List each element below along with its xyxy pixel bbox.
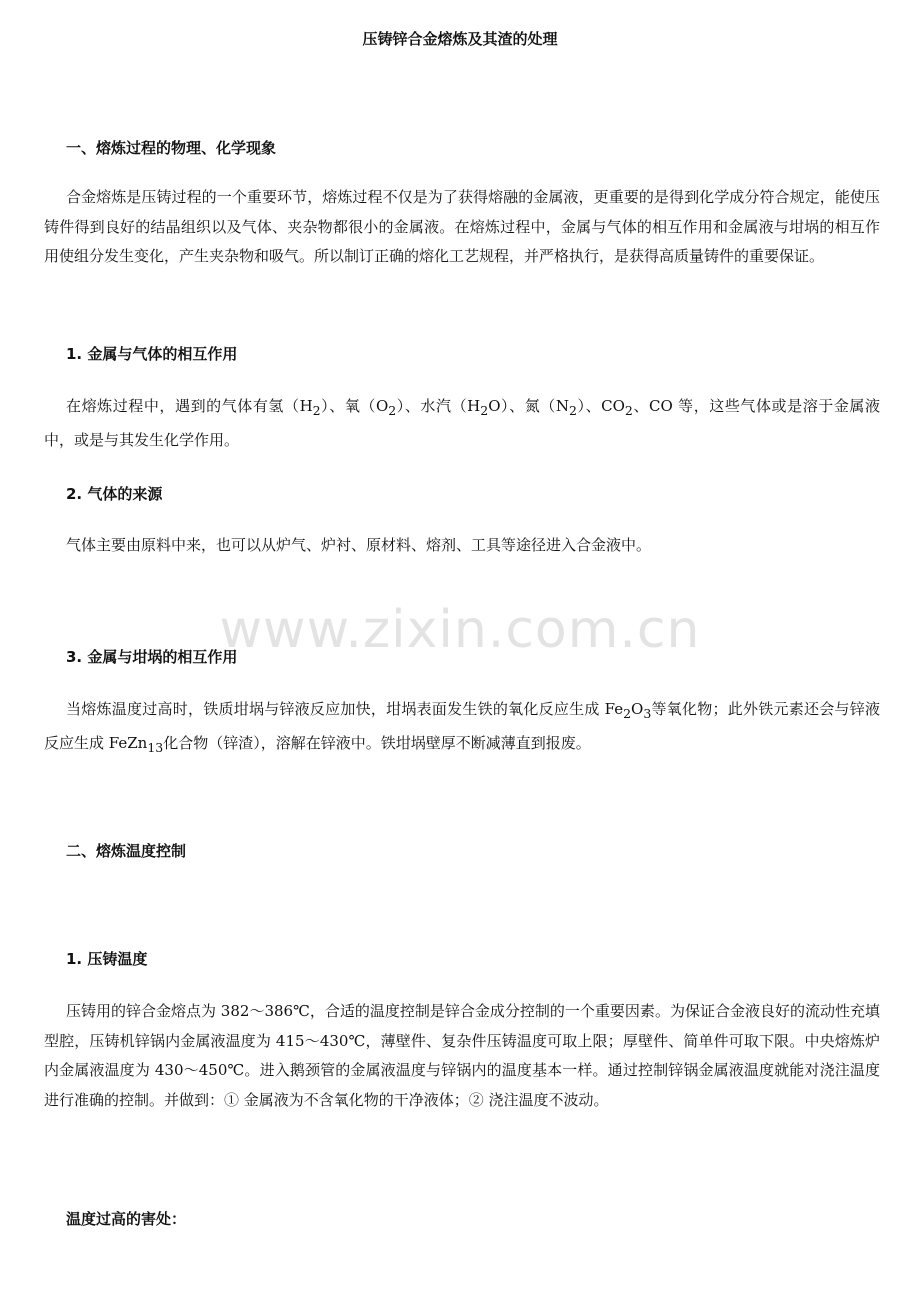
- section1-sub3-heading: 3. 金属与坩埚的相互作用: [66, 648, 238, 666]
- section1-heading: 一、熔炼过程的物理、化学现象: [66, 139, 277, 157]
- section2-sub1-paragraph: 压铸用的锌合金熔点为 382～386℃，合适的温度控制是锌合金成分控制的一个重要因素。为保证合金液良好的流动性充填型腔，压铸机锌锅内金属液温度为 415～430℃，薄壁件、复杂件压铸温度可取上限；厚壁件、简单件可取下限。中央熔炼炉内金属液温度为 430～450℃。进入鹅颈管的金属液温度与锌锅内的温度基本一样。通过控制锌锅金属液温度就能对浇注温度进行准确的控制。并做到：① 金属液为不含氧化物的干净液体；② 浇注温度不波动。: [44, 1002, 880, 1109]
- sub3-text-a: 当熔炼温度过高时，铁质坩埚与锌液反应加快，坩埚表面发生铁的氧化反应生成 Fe: [66, 700, 624, 718]
- section2-heading: 二、熔炼温度控制: [66, 842, 187, 860]
- document-title: 压铸锌合金熔炼及其渣的处理: [362, 30, 558, 48]
- sub1-text-b: ）、氧（O: [320, 397, 389, 415]
- sub3-text-b: O: [631, 700, 644, 718]
- section1-intro-paragraph: 合金熔炼是压铸过程的一个重要环节，熔炼过程不仅是为了获得熔融的金属液，更重要的是得到化学成分符合规定，能使压铸件得到良好的结晶组织以及气体、夹杂物都很小的金属液。在熔炼过程中，金属与气体的相互作用和金属液与坩埚的相互作用使组分发生变化，产生夹杂物和吸气。所以制订正确的熔化工艺规程，并严格执行，是获得高质量铸件的重要保证。: [44, 188, 880, 265]
- sub1-sub-c: 2: [480, 403, 489, 418]
- sub1-text-a: 在熔炼过程中，遇到的气体有氢（H: [66, 397, 313, 415]
- watermark: www.zixin.com.cn: [219, 600, 701, 660]
- sub3-text-d: 化合物（锌渣），溶解在锌液中。铁坩埚壁厚不断减薄直到报废。: [163, 733, 591, 752]
- sub3-sub-b: 3: [643, 706, 652, 721]
- sub1-sub-a: 2: [312, 403, 321, 418]
- sub1-sub-e: 2: [624, 403, 633, 418]
- sub1-text-e: ）、CO: [576, 397, 625, 415]
- sub1-text-d: O）、氮（N: [488, 397, 569, 415]
- section2-harm-heading: 温度过高的害处：: [66, 1210, 187, 1228]
- sub3-sub-c: 13: [147, 739, 164, 755]
- section1-sub3-paragraph: [44, 695, 880, 762]
- sub1-text-c: ）、水汽（H: [396, 397, 481, 415]
- sub1-text-f: 、CO 等，这些气体或是溶于金属液中，或是与其发生化学作用。: [44, 397, 880, 449]
- section2-sub1-heading: 1. 压铸温度: [66, 950, 148, 968]
- sub1-sub-b: 2: [388, 403, 397, 418]
- section1-sub1-heading: 1. 金属与气体的相互作用: [66, 345, 238, 363]
- sub3-sub-a: 2: [623, 706, 632, 721]
- section1-sub1-paragraph: [44, 392, 880, 455]
- section1-sub2-heading: 2. 气体的来源: [66, 485, 163, 503]
- sub1-sub-d: 2: [568, 403, 577, 418]
- sub3-text-c: 等氧化物；此外铁元素还会与锌液反应生成 FeZn: [44, 700, 880, 752]
- section1-sub2-paragraph: 气体主要由原料中来，也可以从炉气、炉衬、原材料、熔剂、工具等途径进入合金液中。: [66, 536, 652, 554]
